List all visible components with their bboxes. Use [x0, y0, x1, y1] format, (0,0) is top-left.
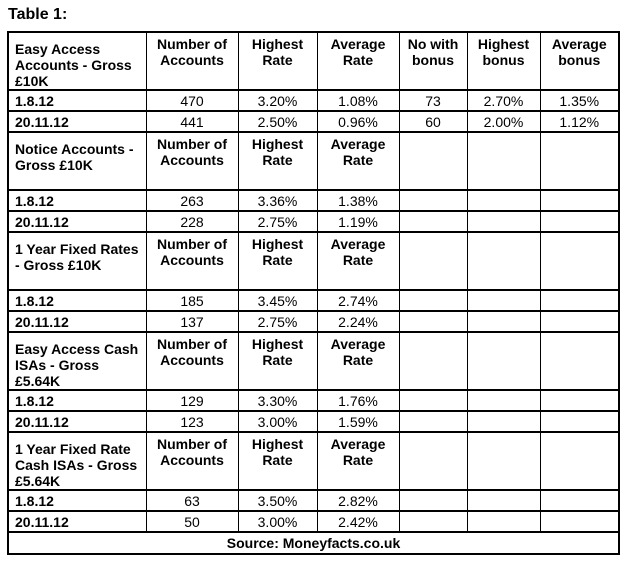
- column-header: [540, 432, 619, 490]
- value-cell: [467, 490, 540, 511]
- value-cell: 63: [146, 490, 238, 511]
- date-cell: 20.11.12: [8, 311, 146, 332]
- table-row: [8, 390, 619, 411]
- column-header: Highest Rate: [238, 332, 317, 390]
- value-cell: 137: [146, 311, 238, 332]
- table-title: Table 1:: [8, 6, 68, 23]
- value-cell: 2.82%: [317, 490, 399, 511]
- table-row: [8, 111, 619, 132]
- value-cell: [540, 190, 619, 211]
- value-cell: 263: [146, 190, 238, 211]
- value-cell: [399, 190, 467, 211]
- column-header: [467, 232, 540, 290]
- value-cell: [540, 211, 619, 232]
- column-header: Average Rate: [317, 32, 399, 90]
- value-cell: 1.59%: [317, 411, 399, 432]
- table-row: [8, 511, 619, 532]
- column-header: No with bonus: [399, 32, 467, 90]
- value-cell: 2.75%: [238, 211, 317, 232]
- value-cell: 3.36%: [238, 190, 317, 211]
- value-cell: [399, 411, 467, 432]
- source-row: [8, 532, 619, 554]
- value-cell: [467, 190, 540, 211]
- date-cell: 1.8.12: [8, 390, 146, 411]
- value-cell: 2.24%: [317, 311, 399, 332]
- value-cell: [467, 290, 540, 311]
- value-cell: 73: [399, 90, 467, 111]
- column-header: [399, 232, 467, 290]
- table-row: [8, 190, 619, 211]
- table-row: [8, 490, 619, 511]
- value-cell: [467, 211, 540, 232]
- section-header-row: [8, 132, 619, 190]
- date-cell: 20.11.12: [8, 411, 146, 432]
- date-cell: 20.11.12: [8, 211, 146, 232]
- value-cell: 228: [146, 211, 238, 232]
- section-label: 1 Year Fixed Rates - Gross £10K: [8, 232, 146, 290]
- section-header-row: [8, 332, 619, 390]
- value-cell: 129: [146, 390, 238, 411]
- rates-table: [7, 31, 620, 555]
- value-cell: [399, 390, 467, 411]
- value-cell: [540, 390, 619, 411]
- section-header-row: [8, 432, 619, 490]
- value-cell: 50: [146, 511, 238, 532]
- value-cell: 2.50%: [238, 111, 317, 132]
- value-cell: [467, 411, 540, 432]
- column-header: [540, 332, 619, 390]
- value-cell: [540, 311, 619, 332]
- column-header: [540, 132, 619, 190]
- value-cell: 185: [146, 290, 238, 311]
- value-cell: [467, 511, 540, 532]
- value-cell: [467, 390, 540, 411]
- value-cell: 2.75%: [238, 311, 317, 332]
- value-cell: 1.76%: [317, 390, 399, 411]
- table-row: [8, 290, 619, 311]
- value-cell: 3.50%: [238, 490, 317, 511]
- value-cell: [540, 411, 619, 432]
- value-cell: 60: [399, 111, 467, 132]
- source-note: Source: Moneyfacts.co.uk: [8, 532, 619, 554]
- section-header-row: [8, 32, 619, 90]
- value-cell: 1.08%: [317, 90, 399, 111]
- value-cell: [540, 511, 619, 532]
- value-cell: [399, 211, 467, 232]
- value-cell: [540, 490, 619, 511]
- section-label: Notice Accounts - Gross £10K: [8, 132, 146, 190]
- table-row: [8, 90, 619, 111]
- date-cell: 1.8.12: [8, 90, 146, 111]
- value-cell: 3.30%: [238, 390, 317, 411]
- date-cell: 1.8.12: [8, 490, 146, 511]
- value-cell: 3.00%: [238, 411, 317, 432]
- value-cell: [540, 290, 619, 311]
- value-cell: 123: [146, 411, 238, 432]
- date-cell: 20.11.12: [8, 111, 146, 132]
- value-cell: 1.19%: [317, 211, 399, 232]
- date-cell: 1.8.12: [8, 190, 146, 211]
- value-cell: 2.42%: [317, 511, 399, 532]
- table-row: [8, 311, 619, 332]
- value-cell: [467, 311, 540, 332]
- column-header: Average Rate: [317, 332, 399, 390]
- date-cell: 1.8.12: [8, 290, 146, 311]
- value-cell: 1.12%: [540, 111, 619, 132]
- column-header: Average Rate: [317, 132, 399, 190]
- value-cell: 1.38%: [317, 190, 399, 211]
- table-row: [8, 411, 619, 432]
- column-header: Highest Rate: [238, 232, 317, 290]
- value-cell: [399, 311, 467, 332]
- value-cell: 3.00%: [238, 511, 317, 532]
- value-cell: 2.74%: [317, 290, 399, 311]
- column-header: Highest Rate: [238, 432, 317, 490]
- value-cell: 2.00%: [467, 111, 540, 132]
- table-row: [8, 211, 619, 232]
- column-header: [399, 432, 467, 490]
- column-header: Highest Rate: [238, 32, 317, 90]
- column-header: Number of Accounts: [146, 232, 238, 290]
- column-header: [399, 332, 467, 390]
- column-header: [467, 132, 540, 190]
- column-header: [540, 232, 619, 290]
- value-cell: 3.20%: [238, 90, 317, 111]
- value-cell: 470: [146, 90, 238, 111]
- column-header: Average bonus: [540, 32, 619, 90]
- column-header: Average Rate: [317, 432, 399, 490]
- section-header-row: [8, 232, 619, 290]
- value-cell: [399, 290, 467, 311]
- column-header: [467, 432, 540, 490]
- value-cell: 2.70%: [467, 90, 540, 111]
- section-label: Easy Access Cash ISAs - Gross £5.64K: [8, 332, 146, 390]
- value-cell: [399, 511, 467, 532]
- section-label: Easy Access Accounts - Gross £10K: [8, 32, 146, 90]
- column-header: [399, 132, 467, 190]
- date-cell: 20.11.12: [8, 511, 146, 532]
- column-header: Number of Accounts: [146, 132, 238, 190]
- section-label: 1 Year Fixed Rate Cash ISAs - Gross £5.64K: [8, 432, 146, 490]
- value-cell: [399, 490, 467, 511]
- value-cell: 3.45%: [238, 290, 317, 311]
- column-header: Number of Accounts: [146, 32, 238, 90]
- column-header: [467, 332, 540, 390]
- value-cell: 441: [146, 111, 238, 132]
- column-header: Average Rate: [317, 232, 399, 290]
- column-header: Highest Rate: [238, 132, 317, 190]
- column-header: Number of Accounts: [146, 432, 238, 490]
- value-cell: 1.35%: [540, 90, 619, 111]
- value-cell: 0.96%: [317, 111, 399, 132]
- column-header: Number of Accounts: [146, 332, 238, 390]
- column-header: Highest bonus: [467, 32, 540, 90]
